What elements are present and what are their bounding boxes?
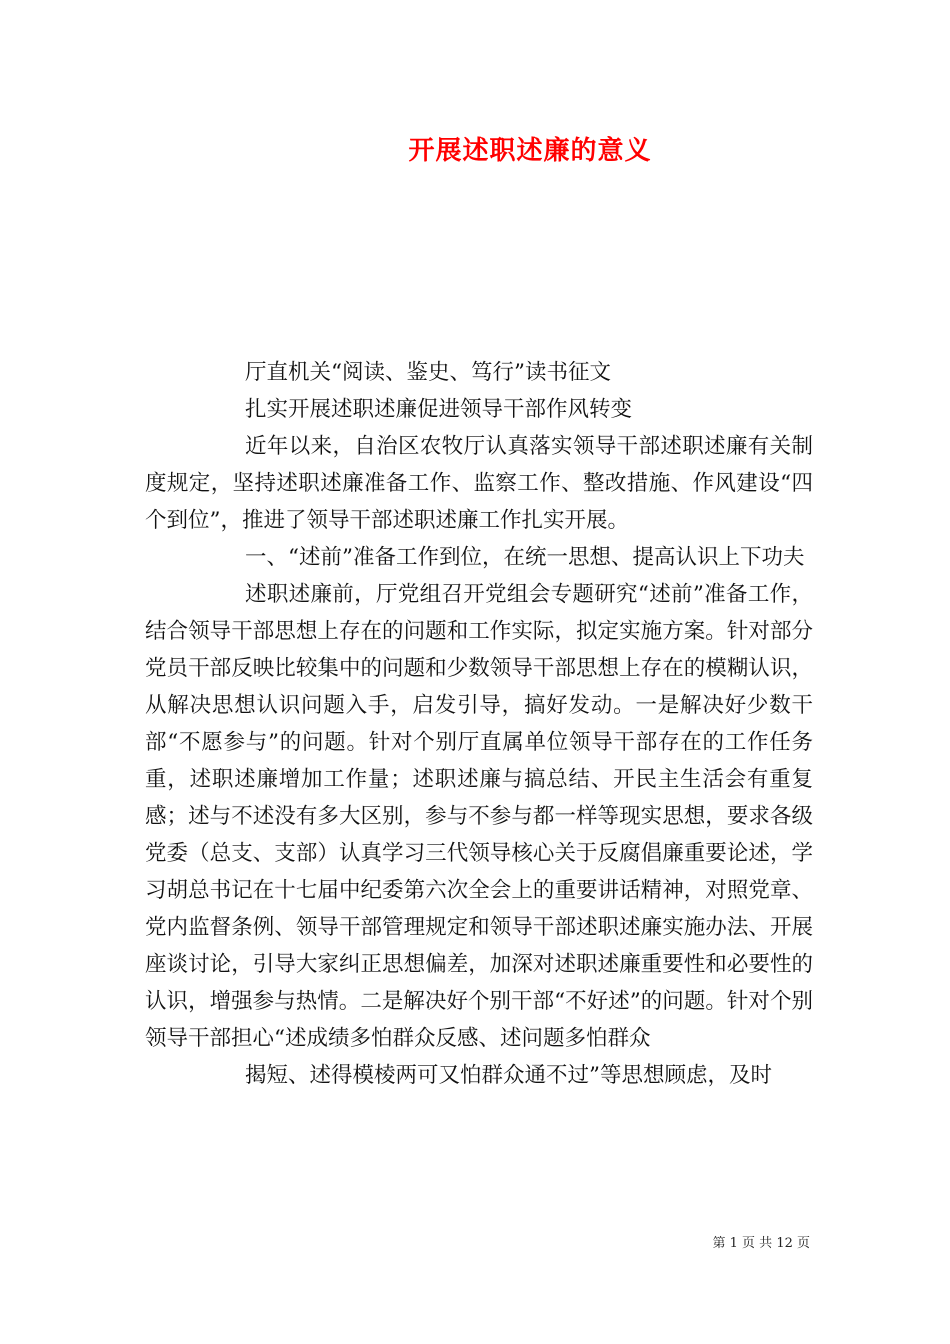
paragraph-4: 一、“述前”准备工作到位，在统一思想、提高认识上下功夫 (245, 545, 805, 570)
page-number-footer: 第 1 页 共 12 页 (712, 1236, 810, 1251)
paragraph-5: 述职述廉前，厅党组召开党组会专题研究“述前”准备工作，结合领导干部思想上存在的问题和工作实际，拟定实施方案。针对部分党员干部反映比较集中的问题和少数领导干部思想上存在的模糊认识，从解决思想认识问题入手，启发引导，搞好发动。一是解决好少数干部“不愿参与”的问题。针对个别厅直属单位领导干部存在的工作任务重，述职述廉增加工作量；述职述廉与搞总结、开民主生活会有重复感；述与不述没有多大区别，参与不参与都一样等现实思想，要求各级党委（总支、支部）认真学习三代领导核心关于反腐倡廉重要论述，学习胡总书记在十七届中纪委第六次全会上的重要讲话精神，对照党章、党内监督条例、领导干部管理规定和领导干部述职述廉实施办法、开展座谈讨论，引导大家纠正思想偏差，加深对述职述廉重要性和必要性的认识，增强参与热情。二是解决好个别干部“不好述”的问题。针对个别领导干部担心“述成绩多怕群众反感、述问题多怕群众 (145, 582, 813, 1051)
paragraph-1: 厅直机关“阅读、鉴史、笃行”读书征文 (245, 360, 611, 385)
paragraph-2: 扎实开展述职述廉促进领导干部作风转变 (245, 397, 633, 422)
paragraph-6: 揭短、述得模棱两可又怕群众通不过”等思想顾虑，及时 (245, 1063, 772, 1088)
document-title: 开展述职述廉的意义 (408, 136, 652, 166)
paragraph-3: 近年以来，自治区农牧厅认真落实领导干部述职述廉有关制度规定，坚持述职述廉准备工作、监察工作、整改措施、作风建设“四个到位”，推进了领导干部述职述廉工作扎实开展。 (145, 434, 813, 533)
document-body (145, 354, 813, 1094)
